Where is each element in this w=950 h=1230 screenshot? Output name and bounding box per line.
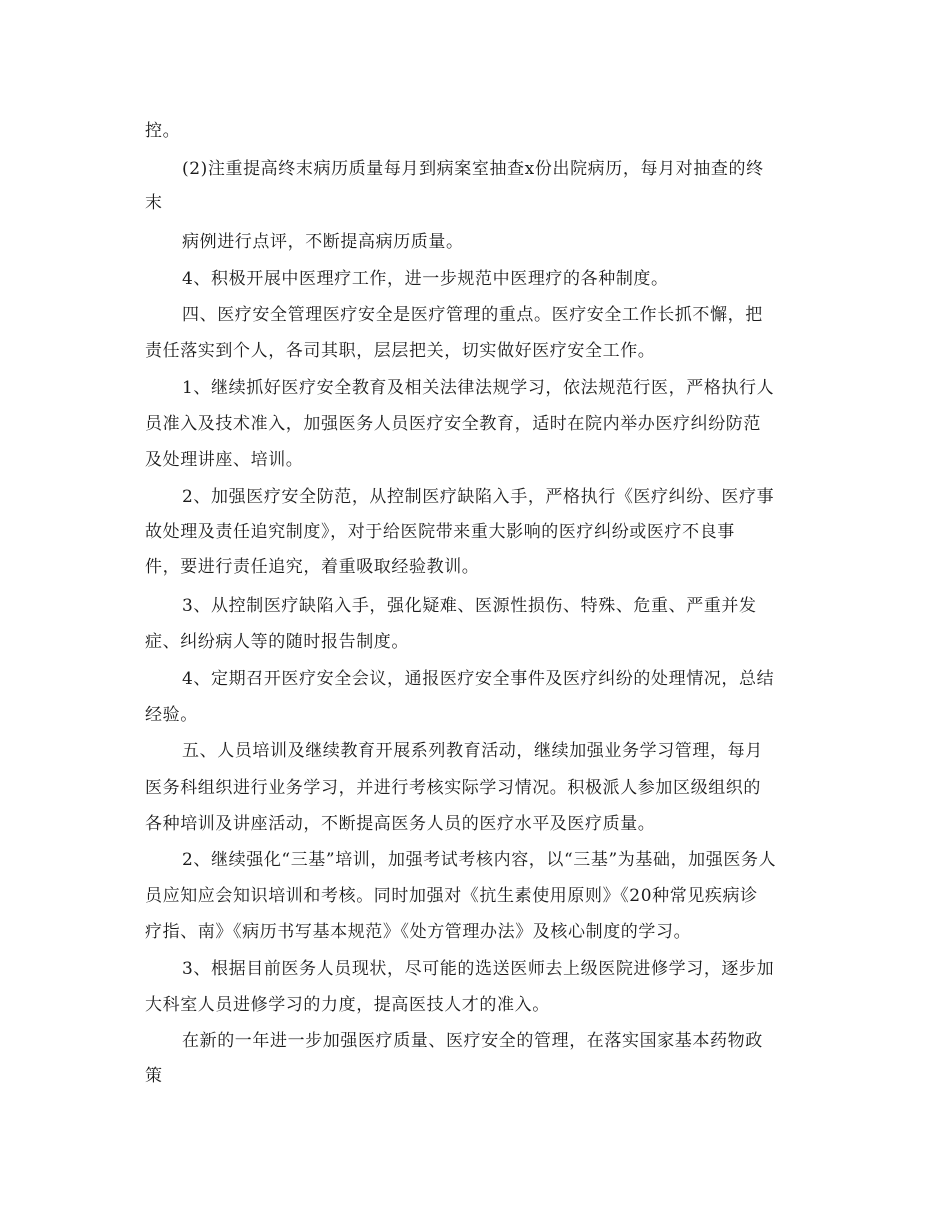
text-line: 4、积极开展中医理疗工作，进一步规范中医理疗的各种制度。 [182,269,669,289]
text-line: 员应知应会知识培训和考核。同时加强对《抗生素使用原则》《20种常见疾病诊 [145,886,758,906]
text-line: 及处理讲座、培训。 [145,450,304,470]
text-line: 策 [145,1066,163,1086]
text-line: 疗指、南》《病历书写基本规范》《处方管理办法》及核心制度的学习。 [145,922,692,942]
text-line: 大科室人员进修学习的力度，提高医技人才的准入。 [145,995,550,1015]
text-line: 病例进行点评，不断提高病历质量。 [182,232,464,252]
text-line: 控。 [145,121,181,141]
text-line: 件，要进行责任追究，着重吸取经验教训。 [145,557,480,577]
text-line: 各种培训及讲座活动，不断提高医务人员的医疗水平及医疗质量。 [145,814,656,834]
text-line: 症、纠纷病人等的随时报告制度。 [145,632,409,652]
text-line: 3、根据目前医务人员现状，尽可能的选送医师去上级医院进修学习，逐步加 [182,959,775,979]
text-line: 医务科组织进行业务学习，并进行考核实际学习情况。积极派人参加区级组织的 [145,778,761,798]
text-line: 故处理及责任追究制度》，对于给医院带来重大影响的医疗纠纷或医疗不良事 [145,522,735,542]
text-line: 2、继续强化“三基”培训，加强考试考核内容，以“三基”为基础，加强医务人 [182,850,777,870]
text-line: 四、医疗安全管理医疗安全是医疗管理的重点。医疗安全工作长抓不懈，把 [182,305,763,325]
text-line: 责任落实到个人，各司其职，层层把关，切实做好医疗安全工作。 [145,341,656,361]
text-line: 在新的一年进一步加强医疗质量、医疗安全的管理，在落实国家基本药物政 [182,1031,763,1051]
text-line: 1、继续抓好医疗安全教育及相关法律法规学习，依法规范行医，严格执行人 [182,378,775,398]
text-line: (2)注重提高终末病历质量每月到病案室抽查x份出院病历，每月对抽查的终 [182,159,764,179]
text-line: 五、人员培训及继续教育开展系列教育活动，继续加强业务学习管理，每月 [182,741,763,761]
text-line: 末 [145,193,163,213]
text-line: 2、加强医疗安全防范，从控制医疗缺陷入手，严格执行《医疗纠纷、医疗事 [182,487,775,507]
text-line: 员准入及技术准入，加强医务人员医疗安全教育，适时在院内举办医疗纠纷防范 [145,414,761,434]
text-line: 4、定期召开医疗安全会议，通报医疗安全事件及医疗纠纷的处理情况，总结 [182,669,775,689]
text-line: 经验。 [145,705,198,725]
text-line: 3、从控制医疗缺陷入手，强化疑难、医源性损伤、特殊、危重、严重并发 [182,596,757,616]
